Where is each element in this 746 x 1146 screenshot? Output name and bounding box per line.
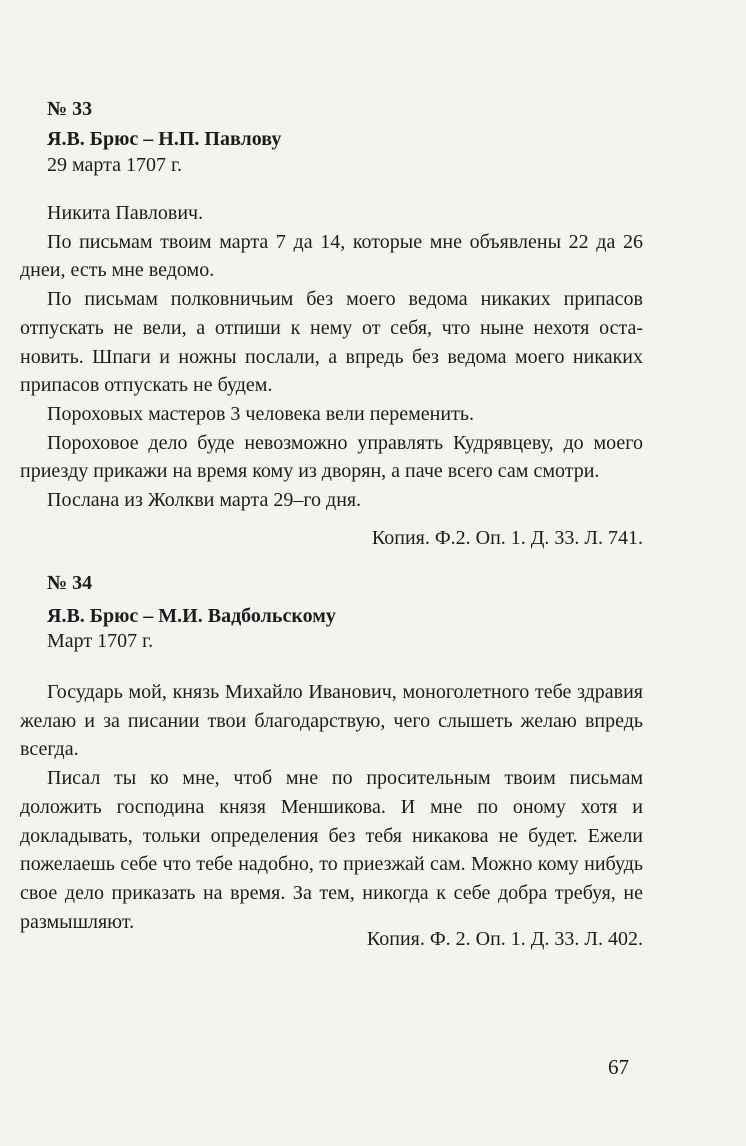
paragraph: Пороховое дело буде невозможно управлять Кудрявцеву, до моего приезду прикажи на время кому из дворян, а паче всего сам смотри. [20, 431, 643, 483]
document-number: № 33 [47, 98, 93, 120]
paragraph: Государь мой, князь Михайло Иванович, моноголетного тебе здравия желаю и за писании твои благодарствую, чего слышеть желаю впредь всегда. [20, 681, 643, 761]
paragraph: По письмам полковничьим без моего ведома никаких припасов отпускать не вели, а отпиши к нему от себя, что ныне нехотя остановить. Шпаги и ножны послали, а впредь без ведома моего никаких припасов отпускать не будем. [20, 288, 643, 397]
paragraph: Послана из Жолкви марта 29–го дня. [47, 489, 362, 512]
archive-source: Копия. Ф.2. Оп. 1. Д. 33. Л. 741. [371, 527, 643, 549]
document-date: 29 марта 1707 г. [47, 154, 182, 176]
page-number: 67 [608, 1055, 629, 1079]
document-body [20, 199, 643, 515]
paragraph: Писал ты ко мне, чтоб мне по просительным твоим письмам доложить господина князя Меншикова. И мне по оному хотя и докладывать, тольки определения без тебя никакова не будет. Ежели пожелаешь себе что тебе надобно, то приезжай сам. Можно кому нибудь свое дело приказать на время. За тем, никогда к себе добра требуя, не размышляют. [20, 767, 643, 933]
document-date: Март 1707 г. [47, 630, 154, 652]
document-body [20, 678, 643, 936]
archive-source: Копия. Ф. 2. Оп. 1. Д. 33. Л. 402. [366, 928, 643, 950]
document-number: № 34 [47, 572, 93, 594]
document-heading: Я.В. Брюс – М.И. Вадбольскому [47, 605, 336, 627]
paragraph: По письмам твоим марта 7 да 14, которые мне объявлены 22 да 26 днеи, есть мне ведомо. [20, 230, 643, 282]
paragraph: Пороховых мастеров 3 человека вели переменить. [47, 402, 474, 425]
document-heading: Я.В. Брюс – Н.П. Павлову [47, 128, 282, 150]
paragraph: Никита Павлович. [47, 202, 204, 224]
